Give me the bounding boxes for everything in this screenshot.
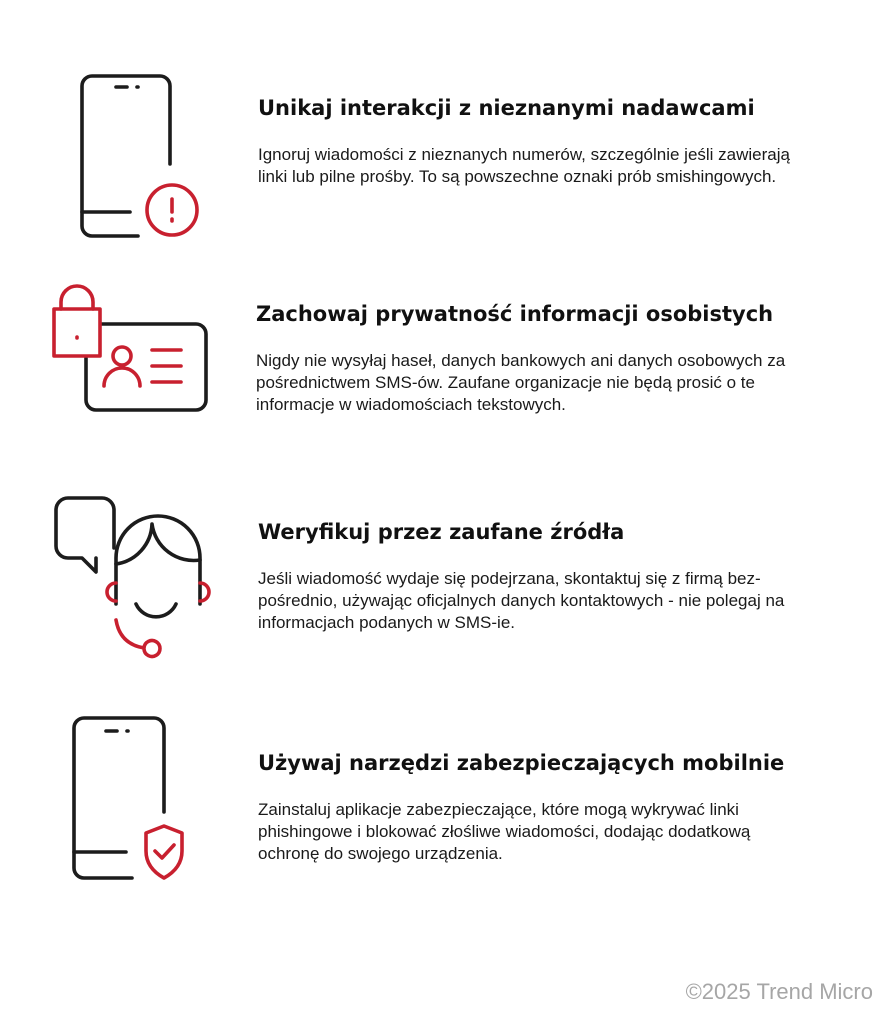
tip-title: Używaj narzędzi zabezpieczających mobilnie (258, 751, 785, 775)
phone-shield-icon (64, 708, 204, 888)
tip-title: Weryfikuj przez zaufane źródła (258, 520, 625, 544)
lock-id-card-icon (46, 280, 216, 420)
tip-title: Unikaj interakcji z nieznanymi nadawcami (258, 96, 755, 120)
tip-title: Zachowaj prywatność informacji osobistych (256, 302, 774, 326)
tip-description: Zainstaluj aplikacje zabezpieczające, które mogą wykrywać linki phishingowe i blokować złośliwe wiadomości, dodając dodatkową ochronę do swojego urządzenia. (258, 800, 751, 863)
tip-description: Ignoruj wiadomości z nieznanych numerów, szczególnie jeśli zawierają linki lub pilne prośby. To są powszechne oznaki prób smishingowych. (258, 145, 790, 186)
copyright-notice: ©2025 Trend Micro (685, 979, 873, 1004)
tip-description: Nigdy nie wysyłaj haseł, danych bankowych ani danych osobowych za pośrednictwem SMS-ów. Zaufane organizacje nie będą prosić o te informacje w wiadomościach tekstowych. (256, 351, 786, 414)
support-agent-icon (46, 486, 216, 671)
tip-description: Jeśli wiadomość wydaje się podejrzana, skontaktuj się z firmą bez-pośrednio, używając oficjalnych danych kontaktowych - nie polegaj na informacjach podanych w SMS-ie. (258, 569, 785, 632)
phone-alert-icon (70, 66, 210, 246)
